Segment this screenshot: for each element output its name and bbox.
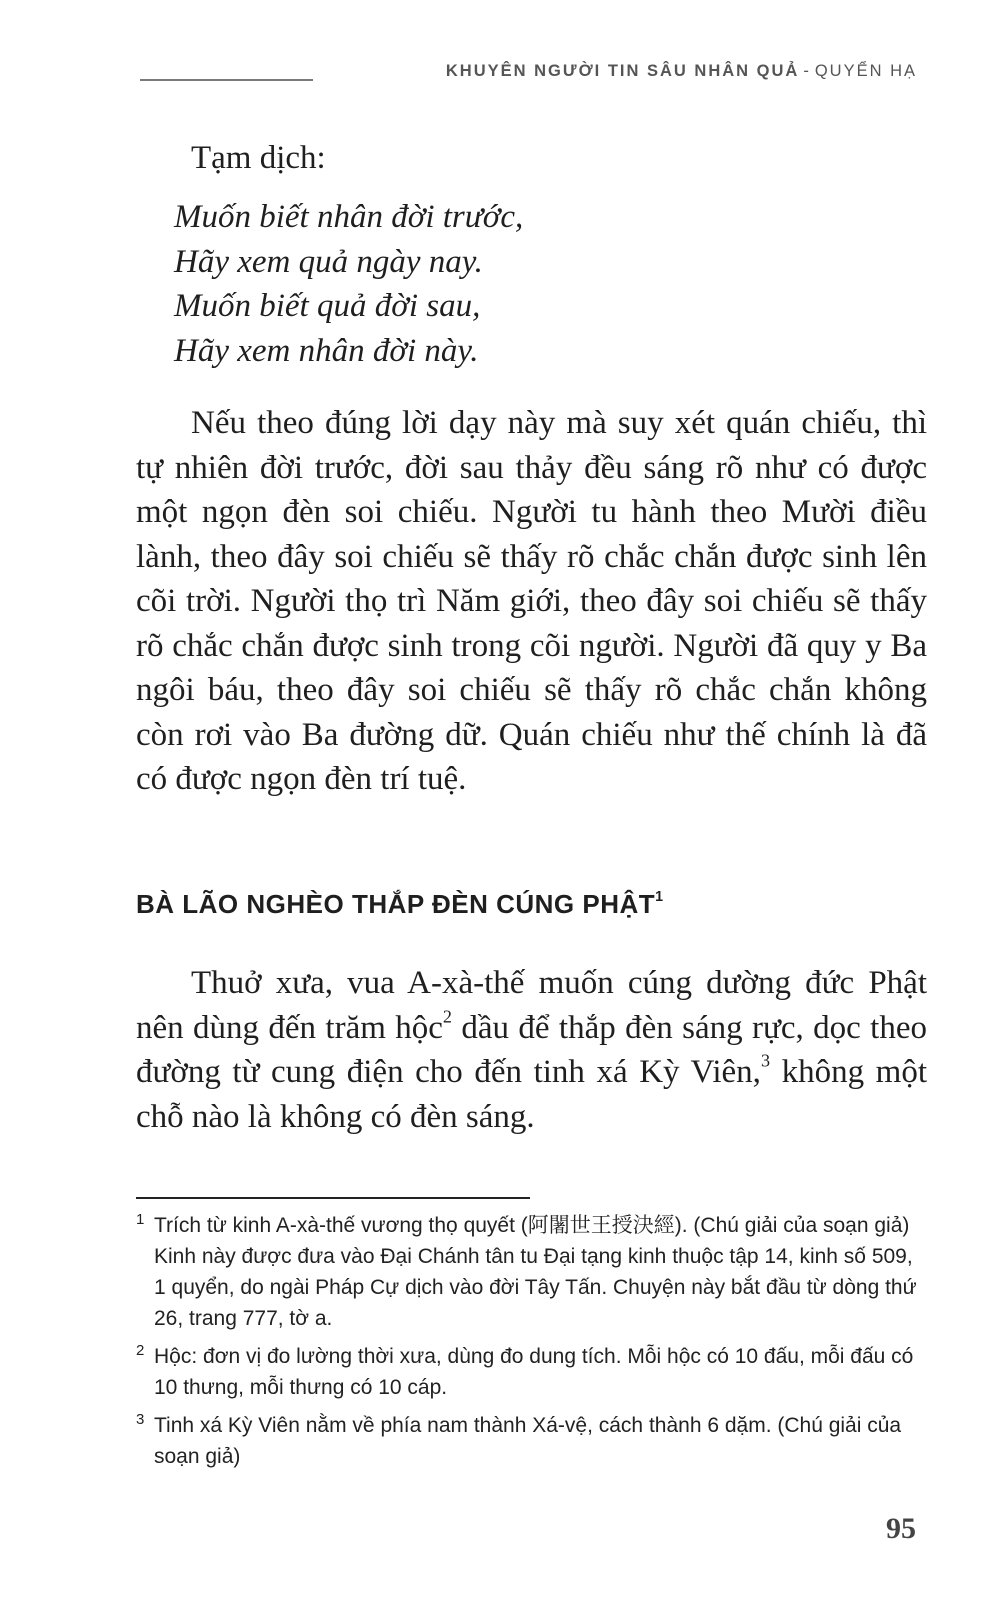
- intro-label: Tạm dịch:: [191, 140, 326, 176]
- footnote-rule: [136, 1197, 530, 1199]
- paragraph-text: Thuở xưa, vua A-xà-thế muốn cúng dường đức Phật nên dùng đến trăm hộc: [136, 965, 927, 1046]
- paragraph-text: không một chỗ nào là không có đèn sáng.: [136, 1054, 927, 1135]
- footnote: [136, 1341, 927, 1403]
- running-header: [446, 62, 917, 81]
- footnote-ref[interactable]: 1: [655, 888, 664, 905]
- header-rule: [140, 79, 313, 81]
- body-paragraph: [136, 961, 927, 1139]
- footnote: [136, 1410, 927, 1472]
- footnote-number: 3: [136, 1411, 145, 1428]
- footnote-number: 1: [136, 1211, 145, 1228]
- verse-line: Hãy xem quả ngày nay.: [174, 243, 483, 280]
- footnote: [136, 1210, 927, 1334]
- footnote-text: Trích từ kinh A-xà-thế vương thọ quyết (阿闍世王授決經). (Chú giải của soạn giả) Kinh này được đưa vào Đại Chánh tân tu Đại tạng kinh thuộc tập 14, kinh số 509, 1 quyển, do ngài Pháp Cự dịch vào đời Tây Tấn. Chuyện này bắt đầu từ dòng thứ 26, trang 777, tờ a.: [154, 1214, 917, 1330]
- body-paragraph: Nếu theo đúng lời dạy này mà suy xét quán chiếu, thì tự nhiên đời trước, đời sau thảy đều sáng rõ như có được một ngọn đèn soi chiếu. Người tu hành theo Mười điều lành, theo đây soi chiếu sẽ thấy rõ chắc chắn được sinh lên cõi trời. Người thọ trì Năm giới, theo đây soi chiếu sẽ thấy rõ chắc chắn được sinh trong cõi người. Người đã quy y Ba ngôi báu, theo đây soi chiếu sẽ thấy rõ chắc chắn không còn rơi vào Ba đường dữ. Quán chiếu như thế chính là đã có được ngọn đèn trí tuệ.: [136, 405, 927, 797]
- verse-line: Muốn biết nhân đời trước,: [174, 199, 524, 235]
- header-separator: -: [803, 62, 811, 80]
- section-heading-text: BÀ LÃO NGHÈO THẮP ĐÈN CÚNG PHẬT: [136, 889, 656, 919]
- verse: [174, 195, 523, 373]
- footnote-ref[interactable]: 2: [442, 1006, 452, 1027]
- paragraph-text: dầu để thắp đèn sáng rực, dọc theo đường từ cung điện cho đến tinh xá Kỳ Viên,: [136, 1009, 927, 1090]
- header-volume: QUYỂN HẠ: [814, 62, 917, 80]
- footnote-ref[interactable]: 3: [760, 1050, 771, 1071]
- page-number: 95: [886, 1512, 916, 1545]
- footnote-text: Hộc: đơn vị đo lường thời xưa, dùng đo dung tích. Mỗi hộc có 10 đấu, mỗi đấu có 10 thưng, mỗi thưng có 10 cáp.: [154, 1345, 914, 1399]
- verse-line: Hãy xem nhân đời này.: [174, 332, 479, 369]
- footnotes: [136, 1210, 927, 1479]
- header-title: KHUYÊN NGƯỜI TIN SÂU NHÂN QUẢ: [445, 62, 800, 80]
- footnote-text: Tinh xá Kỳ Viên nằm về phía nam thành Xá-vệ, cách thành 6 dặm. (Chú giải của soạn giả): [154, 1414, 902, 1468]
- verse-line: Muốn biết quả đời sau,: [174, 288, 481, 324]
- footnote-number: 2: [136, 1342, 145, 1359]
- section-heading: [136, 889, 664, 920]
